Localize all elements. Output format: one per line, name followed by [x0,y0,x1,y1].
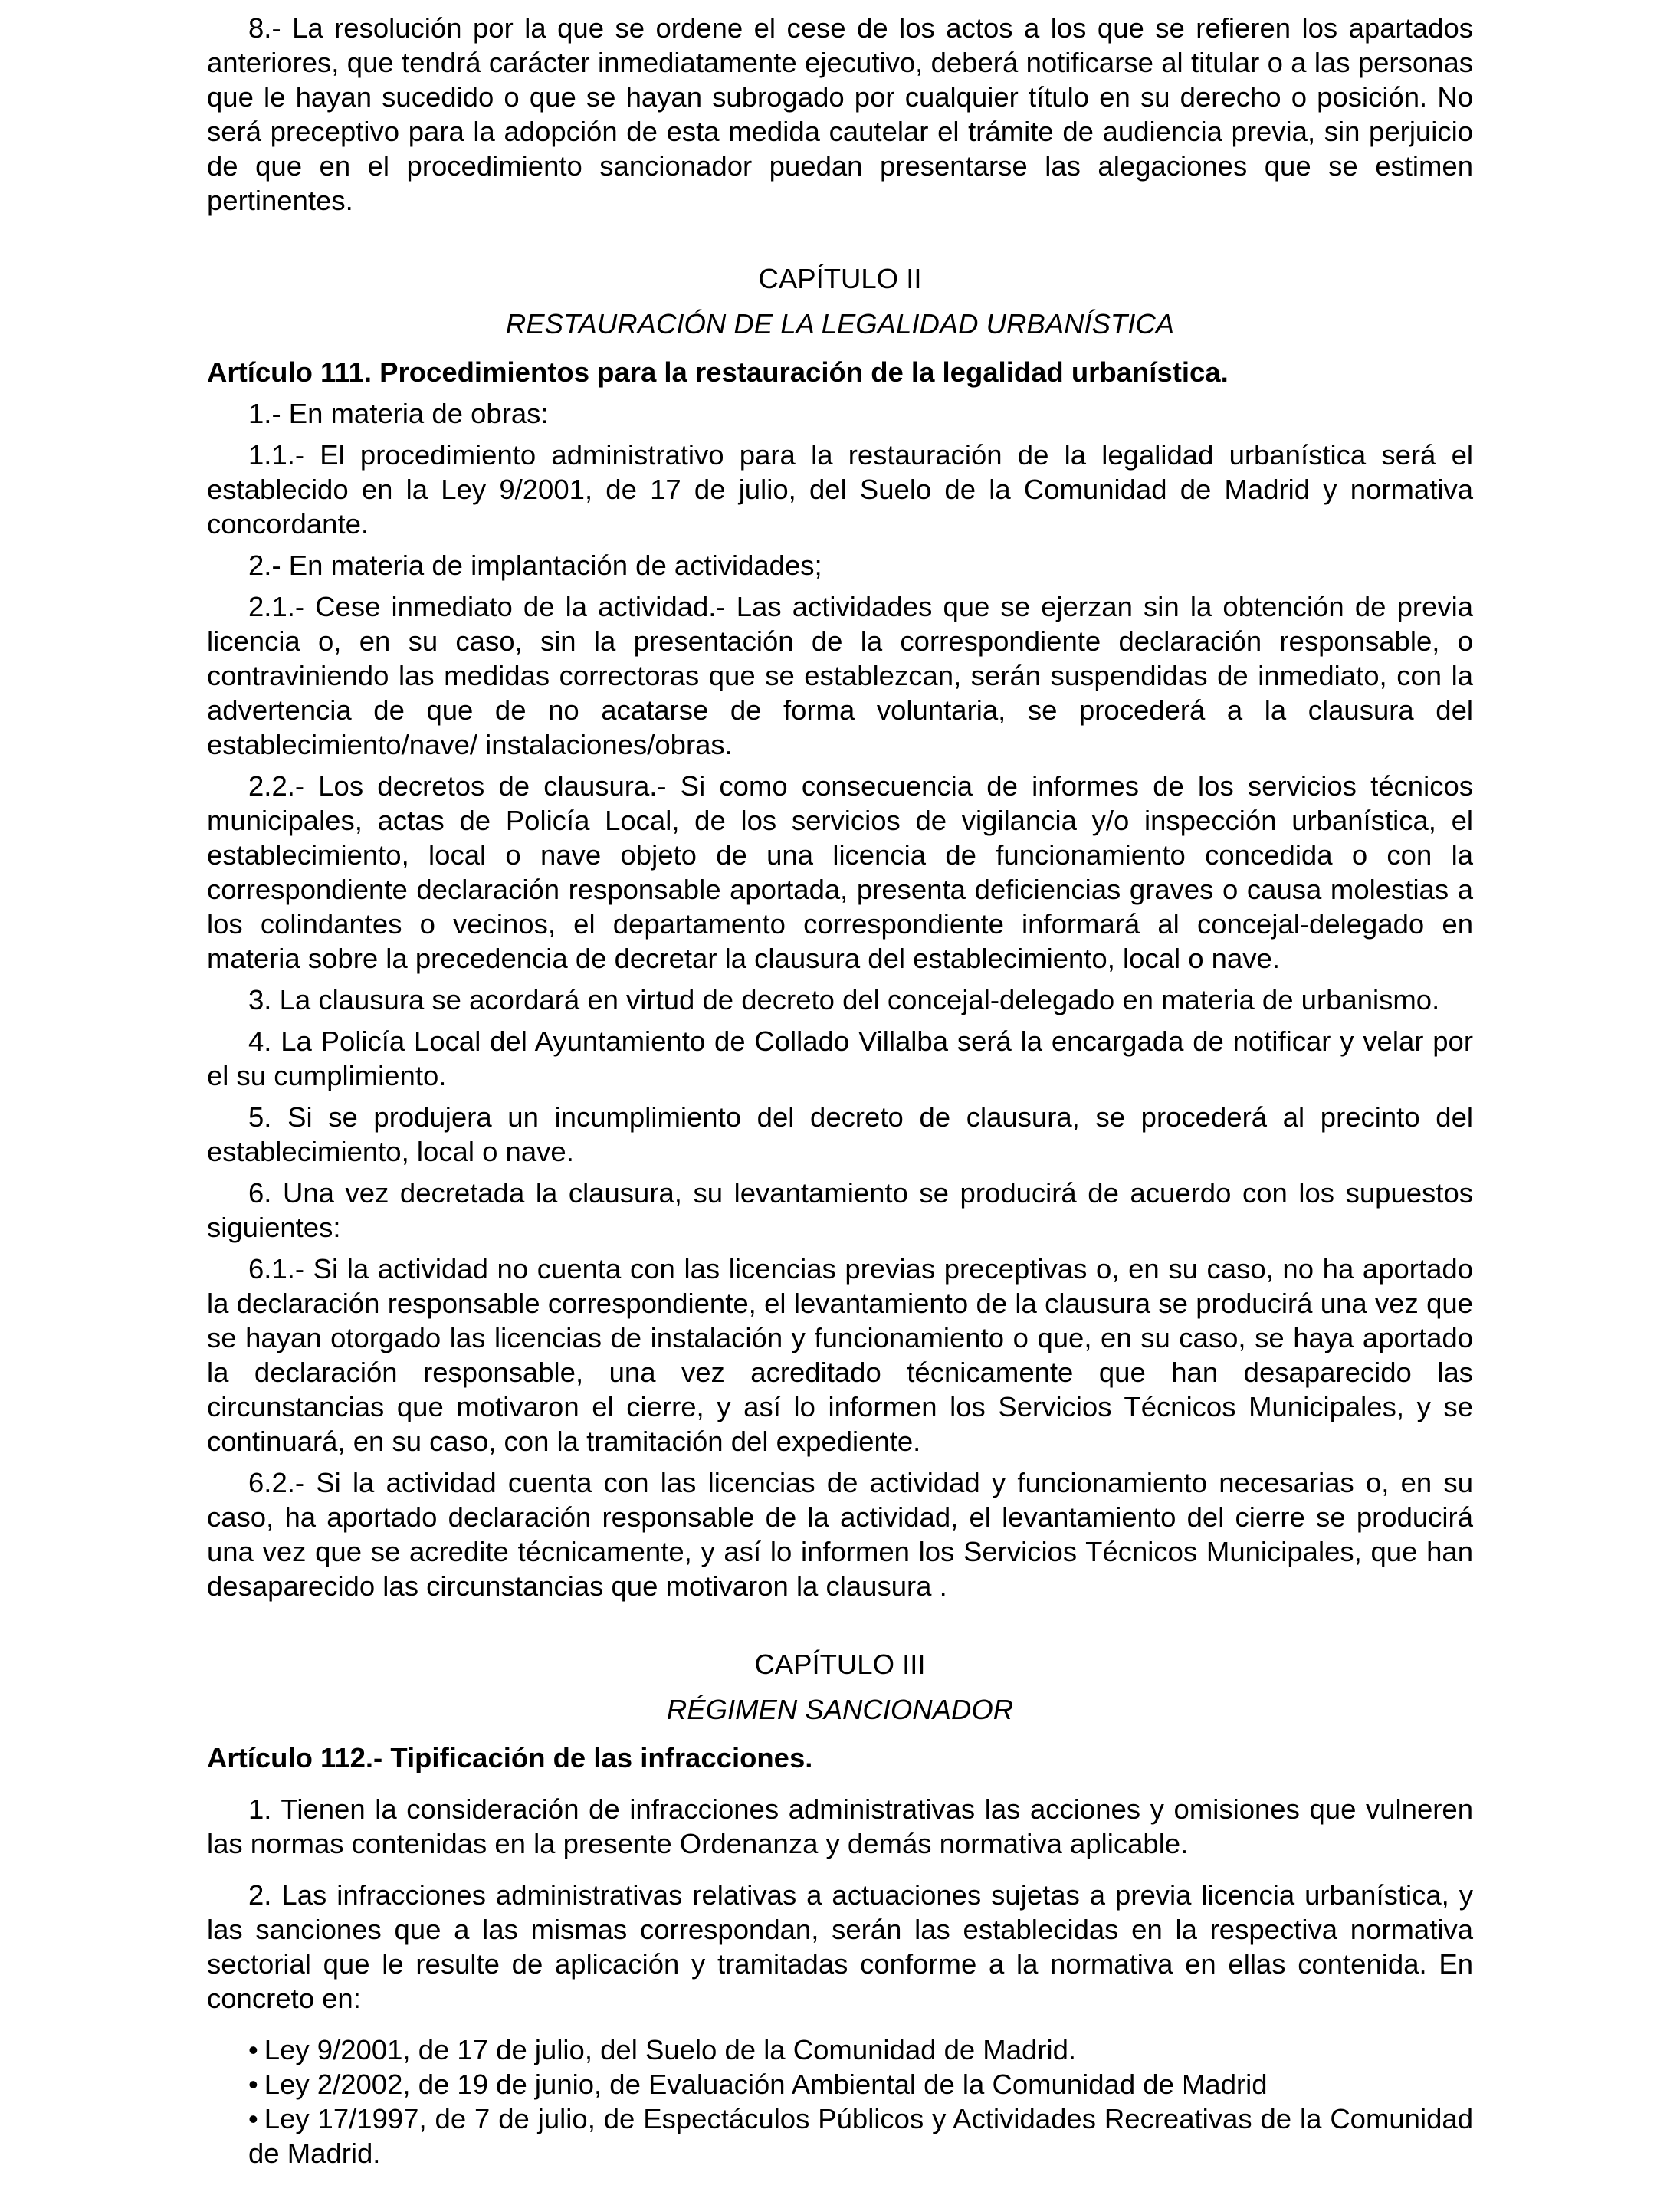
article-111-paragraph: 4. La Policía Local del Ayuntamiento de Collado Villalba será la encargada de notificar y velar por el su cumplimiento. [207,1025,1473,1091]
article-111-heading: Artículo 111. Procedimientos para la restauración de la legalidad urbanística. [207,356,1229,388]
article-111-paragraph: 2.- En materia de implantación de actividades; [248,550,822,581]
bullet-icon: • [248,2034,258,2065]
bullet-icon: • [248,2103,258,2134]
article-111-paragraph: 1.1.- El procedimiento administrativo para la restauración de la legalidad urbanística será el establecido en la Ley 9/2001, de 17 de julio, del Suelo de la Comunidad de Madrid y normativa concordante. [207,439,1473,540]
article-112-heading: Artículo 112.- Tipificación de las infracciones. [207,1742,813,1773]
article-111-paragraph: 2.2.- Los decretos de clausura.- Si como consecuencia de informes de los servicios técnicos municipales, actas de Policía Local, de los servicios de vigilancia y/o inspección urbanística, el establecimiento, local o nave objeto de una licencia de funcionamiento concedida o con la correspondiente declaración responsable aportada, presenta deficiencias graves o causa molestias a los colindantes o vecinos, el departamento correspondiente informará al concejal-delegado en materia sobre la precedencia de decretar la clausura del establecimiento, local o nave. [207,770,1473,974]
document-page [207,11,1473,2170]
chapter-iii-title: RÉGIMEN SANCIONADOR [666,1694,1014,1725]
list-item: • Ley 9/2001, de 17 de julio, del Suelo de la Comunidad de Madrid. [248,2034,1077,2065]
article-111-paragraph: 2.1.- Cese inmediato de la actividad.- Las actividades que se ejerzan sin la obtención de previa licencia o, en su caso, sin la presentación de la correspondiente declaración responsable, o contraviniendo las medidas correctoras que se establezcan, serán suspendidas de inmediato, con la advertencia de que de no acatarse de forma voluntaria, se procederá a la clausura del establecimiento/nave/ instalaciones/obras. [207,591,1473,760]
article-112-paragraph: 2. Las infracciones administrativas relativas a actuaciones sujetas a previa licencia urbanística, y las sanciones que a las mismas correspondan, serán las establecidas en la respectiva normativa sectorial que le resulte de aplicación y tramitadas conforme a la normativa en ellas contenida. En concreto en: [207,1879,1473,2014]
article-111-paragraph: 3. La clausura se acordará en virtud de decreto del concejal-delegado en materia de urbanismo. [248,984,1440,1015]
chapter-ii-title: RESTAURACIÓN DE LA LEGALIDAD URBANÍSTICA [505,308,1175,340]
list-item: • Ley 17/1997, de 7 de julio, de Espectáculos Públicos y Actividades Recreativas de la Comunidad de Madrid. [248,2103,1473,2169]
chapter-ii-label: CAPÍTULO II [758,263,922,294]
legislation-list [207,2033,1473,2170]
article-111-paragraph: 6.2.- Si la actividad cuenta con las licencias de actividad y funcionamiento necesarias o, en su caso, ha aportado declaración responsable de la actividad, el levantamiento del cierre se producirá una vez que se acredite técnicamente, y así lo informen los Servicios Técnicos Municipales, que han desaparecido las circunstancias que motivaron la clausura . [207,1467,1473,1602]
article-111-paragraph: 6.1.- Si la actividad no cuenta con las licencias previas preceptivas o, en su caso, no ha aportado la declaración responsable correspondiente, el levantamiento de la clausura se producirá una vez que se hayan otorgado las licencias de instalación y funcionamiento o que, en su caso, se haya aportado la declaración responsable, una vez acreditado técnicamente que han desaparecido las circunstancias que motivaron el cierre, y así lo informen los Servicios Técnicos Municipales, y se continuará, en su caso, con la tramitación del expediente. [207,1253,1473,1457]
paragraph-8: 8.- La resolución por la que se ordene el cese de los actos a los que se refieren los apartados anteriores, que tendrá carácter inmediatamente ejecutivo, deberá notificarse al titular o a las personas que le hayan sucedido o que se hayan subrogado por cualquier título en su derecho o posición. No será preceptivo para la adopción de esta medida cautelar el trámite de audiencia previa, sin perjuicio de que en el procedimiento sancionador puedan presentarse las alegaciones que se estimen pertinentes. [207,12,1473,216]
bullet-icon: • [248,2069,258,2100]
article-111-paragraph: 6. Una vez decretada la clausura, su levantamiento se producirá de acuerdo con los supuestos siguientes: [207,1177,1473,1243]
article-111-paragraph: 1.- En materia de obras: [248,398,549,429]
list-item: • Ley 2/2002, de 19 de junio, de Evaluación Ambiental de la Comunidad de Madrid [248,2069,1268,2100]
chapter-iii-label: CAPÍTULO III [754,1649,926,1680]
article-112-paragraph: 1. Tienen la consideración de infracciones administrativas las acciones y omisiones que vulneren las normas contenidas en la presente Ordenanza y demás normativa aplicable. [207,1793,1473,1859]
article-111-paragraph: 5. Si se produjera un incumplimiento del decreto de clausura, se procederá al precinto del establecimiento, local o nave. [207,1101,1473,1167]
